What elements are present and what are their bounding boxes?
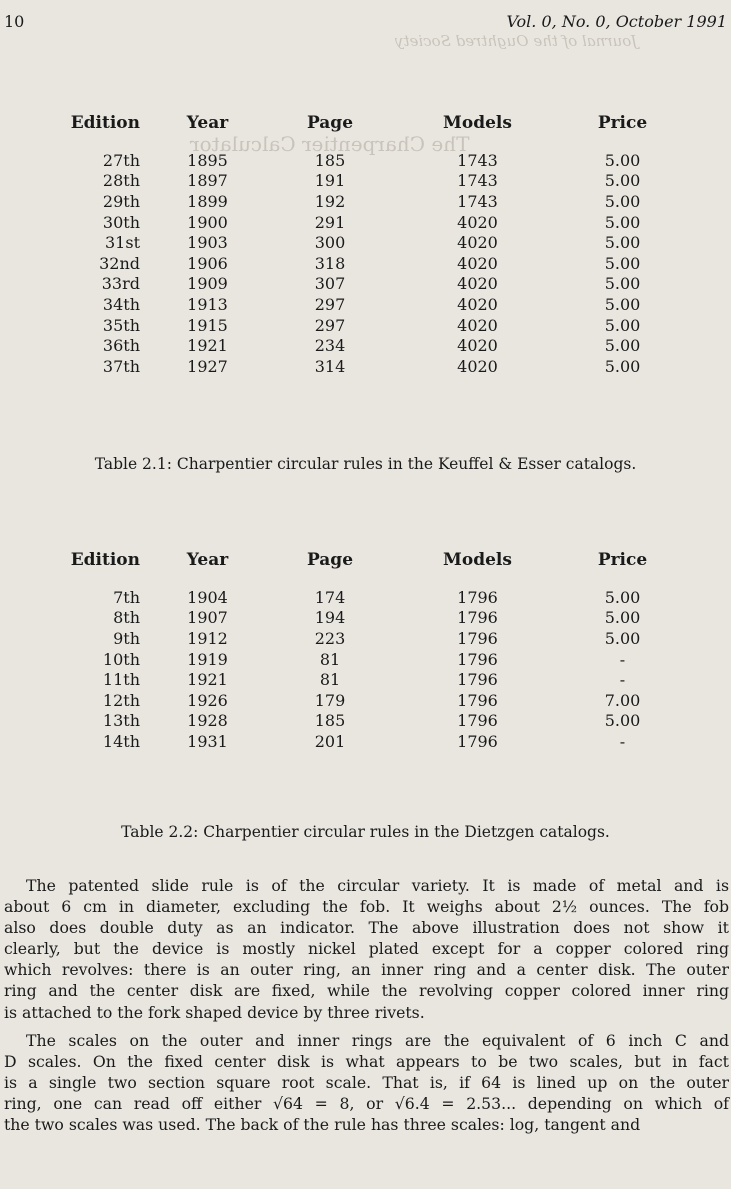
cell-year: 1921	[187, 670, 228, 690]
table-row	[0, 731, 731, 752]
page-header	[4, 12, 727, 36]
cell-edition: 10th	[102, 649, 140, 669]
text-line: which revolves: there is an outer ring, an inner ring and a center disk. The outer	[4, 960, 729, 980]
column-header-page: Page	[306, 550, 354, 570]
table-row	[0, 690, 731, 711]
cell-price: 5.00	[604, 587, 641, 607]
bleed-through-title: The Charpentier Calculator	[190, 132, 470, 156]
cell-edition: 27th	[102, 150, 140, 170]
column-header-year: Year	[186, 550, 229, 570]
cell-year: 1903	[187, 233, 228, 253]
cell-edition: 9th	[113, 628, 140, 648]
table-row	[0, 171, 731, 192]
cell-page: 179	[314, 690, 346, 710]
table-row	[0, 232, 731, 253]
cell-models: 1796	[457, 608, 498, 628]
cell-edition: 13th	[102, 711, 140, 731]
cell-price: -	[619, 670, 626, 690]
table-row	[0, 356, 731, 377]
table-body	[0, 150, 731, 377]
cell-price: 5.00	[604, 336, 641, 356]
table-row	[0, 294, 731, 315]
table-caption-2-2: Table 2.2: Charpentier circular rules in the Dietzgen catalogs.	[121, 823, 610, 841]
cell-price: 5.00	[604, 315, 641, 335]
cell-models: 4020	[457, 253, 498, 273]
cell-year: 1927	[187, 356, 228, 376]
cell-price: -	[619, 649, 626, 669]
cell-edition: 35th	[102, 315, 140, 335]
page-number: 10	[4, 12, 25, 31]
cell-models: 1743	[457, 150, 498, 170]
cell-page: 300	[314, 233, 346, 253]
cell-page: 81	[319, 670, 341, 690]
cell-year: 1921	[187, 336, 228, 356]
table-row	[0, 212, 731, 233]
text-line: The patented slide rule is of the circular variety. It is made of metal and is	[26, 876, 729, 895]
cell-price: 5.00	[604, 628, 641, 648]
cell-page: 192	[314, 191, 346, 211]
cell-year: 1931	[187, 731, 228, 751]
table-row	[0, 608, 731, 629]
cell-page: 81	[319, 649, 341, 669]
text-line: also does double duty as an indicator. The above illustration does not show it	[4, 918, 729, 938]
cell-models: 1796	[457, 690, 498, 710]
cell-models: 1796	[457, 628, 498, 648]
cell-models: 4020	[457, 356, 498, 376]
text-line: The scales on the outer and inner rings are the equivalent of 6 inch C and	[26, 1031, 729, 1050]
cell-price: 5.00	[604, 150, 641, 170]
cell-year: 1897	[187, 171, 228, 191]
cell-price: 5.00	[604, 191, 641, 211]
cell-page: 201	[314, 731, 346, 751]
table-row	[0, 669, 731, 690]
table-dietzgen	[0, 545, 731, 752]
table-row	[0, 315, 731, 336]
cell-edition: 32nd	[99, 253, 140, 273]
table-row	[0, 587, 731, 608]
cell-edition: 30th	[102, 212, 140, 232]
cell-price: 5.00	[604, 356, 641, 376]
cell-page: 174	[314, 587, 346, 607]
body-paragraph-1	[4, 875, 729, 1023]
table-row	[0, 628, 731, 649]
text-line: ring, one can read off either √64 = 8, or √6.4 = 2.53... depending on which of	[4, 1094, 729, 1114]
bleed-through-running-head: Journal of the Oughtred Society	[395, 32, 638, 50]
cell-year: 1915	[187, 315, 228, 335]
text-line: ring and the center disk are fixed, while the revolving copper colored inner ring	[4, 981, 729, 1001]
cell-models: 1796	[457, 649, 498, 669]
cell-year: 1895	[187, 150, 228, 170]
cell-page: 291	[314, 212, 346, 232]
cell-price: -	[619, 731, 626, 751]
cell-page: 223	[314, 628, 346, 648]
cell-models: 1743	[457, 171, 498, 191]
cell-page: 297	[314, 315, 346, 335]
cell-edition: 11th	[102, 670, 140, 690]
cell-edition: 34th	[102, 294, 140, 314]
cell-price: 5.00	[604, 253, 641, 273]
column-header-models: Models	[443, 113, 512, 133]
cell-price: 5.00	[604, 711, 641, 731]
cell-page: 191	[314, 171, 346, 191]
cell-year: 1909	[187, 274, 228, 294]
cell-price: 5.00	[604, 274, 641, 294]
cell-models: 4020	[457, 336, 498, 356]
table-row	[0, 274, 731, 295]
column-header-edition: Edition	[70, 113, 140, 133]
cell-page: 234	[314, 336, 346, 356]
text-line: clearly, but the device is mostly nickel plated except for a copper colored ring	[4, 939, 729, 959]
cell-price: 5.00	[604, 212, 641, 232]
cell-year: 1913	[187, 294, 228, 314]
cell-year: 1928	[187, 711, 228, 731]
cell-edition: 8th	[113, 608, 140, 628]
cell-models: 4020	[457, 294, 498, 314]
table-row	[0, 150, 731, 171]
table-header-row	[0, 108, 731, 138]
table-row	[0, 253, 731, 274]
cell-year: 1904	[187, 587, 228, 607]
column-header-models: Models	[443, 550, 512, 570]
cell-models: 4020	[457, 315, 498, 335]
cell-price: 5.00	[604, 233, 641, 253]
cell-page: 297	[314, 294, 346, 314]
table-caption-2-1: Table 2.1: Charpentier circular rules in the Keuffel & Esser catalogs.	[94, 455, 637, 473]
column-header-page: Page	[306, 113, 354, 133]
text-line: is a single two section square root scale. That is, if 64 is lined up on the outer	[4, 1073, 729, 1093]
cell-year: 1926	[187, 690, 228, 710]
cell-edition: 36th	[102, 336, 140, 356]
cell-year: 1900	[187, 212, 228, 232]
cell-models: 4020	[457, 212, 498, 232]
volume-info: Vol. 0, No. 0, October 1991	[506, 12, 727, 31]
column-header-price: Price	[597, 113, 648, 133]
cell-edition: 29th	[102, 191, 140, 211]
cell-page: 185	[314, 711, 346, 731]
cell-edition: 28th	[102, 171, 140, 191]
table-row	[0, 649, 731, 670]
cell-page: 194	[314, 608, 346, 628]
cell-edition: 14th	[102, 731, 140, 751]
column-header-edition: Edition	[70, 550, 140, 570]
cell-page: 307	[314, 274, 346, 294]
cell-price: 5.00	[604, 608, 641, 628]
cell-year: 1906	[187, 253, 228, 273]
table-keuffel-esser	[0, 108, 731, 377]
cell-models: 4020	[457, 233, 498, 253]
cell-price: 5.00	[604, 171, 641, 191]
table-header-row	[0, 545, 731, 575]
cell-price: 5.00	[604, 294, 641, 314]
cell-page: 314	[314, 356, 346, 376]
cell-models: 4020	[457, 274, 498, 294]
text-line: D scales. On the fixed center disk is what appears to be two scales, but in fact	[4, 1052, 729, 1072]
cell-year: 1907	[187, 608, 228, 628]
table-row	[0, 711, 731, 732]
text-line: about 6 cm in diameter, excluding the fob. It weighs about 2½ ounces. The fob	[4, 897, 729, 917]
cell-models: 1743	[457, 191, 498, 211]
cell-models: 1796	[457, 711, 498, 731]
cell-price: 7.00	[604, 690, 641, 710]
cell-page: 185	[314, 150, 346, 170]
cell-models: 1796	[457, 731, 498, 751]
cell-edition: 37th	[102, 356, 140, 376]
text-line: the two scales was used. The back of the rule has three scales: log, tangent and	[4, 1115, 641, 1135]
text-line: is attached to the fork shaped device by three rivets.	[4, 1002, 425, 1022]
cell-models: 1796	[457, 670, 498, 690]
cell-edition: 12th	[102, 690, 140, 710]
table-row	[0, 335, 731, 356]
cell-edition: 7th	[113, 587, 140, 607]
cell-edition: 33rd	[101, 274, 140, 294]
body-paragraph-2	[4, 1030, 729, 1135]
cell-page: 318	[314, 253, 346, 273]
column-header-price: Price	[597, 550, 648, 570]
cell-edition: 31st	[105, 233, 140, 253]
table-row	[0, 191, 731, 212]
table-body	[0, 587, 731, 752]
cell-year: 1919	[187, 649, 228, 669]
cell-year: 1912	[187, 628, 228, 648]
cell-year: 1899	[187, 191, 228, 211]
column-header-year: Year	[186, 113, 229, 133]
cell-models: 1796	[457, 587, 498, 607]
